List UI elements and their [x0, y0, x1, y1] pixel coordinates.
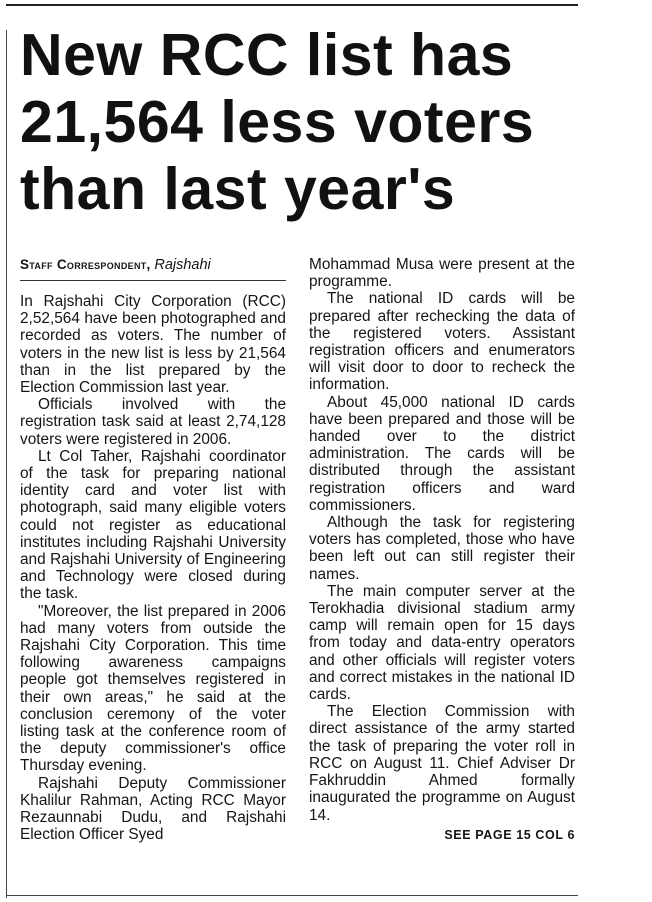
article-column-1 [20, 256, 286, 844]
top-rule [6, 4, 578, 6]
paragraph: Mohammad Musa were present at the programme. [309, 256, 575, 291]
byline-correspondent: Staff Correspondent, [20, 257, 151, 272]
paragraph: The national ID cards will be prepared after rechecking the data of the registered voters. Assistant registration officers and enumerators will visit door to door to recheck the information. [309, 290, 575, 394]
paragraph: The Election Commission with direct assistance of the army started the task of preparing the voter roll in RCC on August 11. Chief Adviser Dr Fakhruddin Ahmed formally inaugurated the programme on August 14. [309, 703, 575, 824]
byline [20, 256, 286, 274]
paragraph: Officials involved with the registration task said at least 2,74,128 voters were registered in 2006. [20, 396, 286, 448]
byline-rule [20, 280, 286, 281]
paragraph: In Rajshahi City Corporation (RCC) 2,52,564 have been photographed and recorded as voters. The number of voters in the new list is less by 21,564 than in the list prepared by the Election Commission last year. [20, 293, 286, 397]
paragraph: About 45,000 national ID cards have been prepared and those will be handed over to the district administration. The cards will be distributed through the assistant registration officers and ward commissioners. [309, 393, 575, 514]
bottom-rule [6, 895, 578, 896]
paragraph: "Moreover, the list prepared in 2006 had many voters from outside the Rajshahi City Corporation. This time following awareness campaigns people got themselves registered in their own areas," he said at the conclusion ceremony of the voter listing task at the conference room of the deputy commissioner's office Thursday evening. [20, 602, 286, 775]
headline-line-3: than last year's [20, 156, 456, 222]
byline-location: Rajshahi [154, 257, 211, 273]
continued-on-link[interactable]: SEE PAGE 15 COL 6 [444, 827, 575, 842]
headline-line-1: New RCC list has [20, 22, 514, 88]
headline-line-2: 21,564 less voters [20, 89, 535, 155]
paragraph: Although the task for registering voters has completed, those who have been left out can still register their names. [309, 514, 575, 583]
article-column-2 [309, 256, 575, 844]
paragraph: Lt Col Taher, Rajshahi coordinator of the task for preparing national identity card and voter list with photograph, said many eligible voters could not register as educational institutes including Rajshahi University and Rajshahi University of Engineering and Technology were closed during the task. [20, 447, 286, 603]
paragraph: The main computer server at the Terokhadia divisional stadium army camp will remain open for 15 days from today and data-entry operators and other officials will register voters and correct mistakes in the national ID cards. [309, 582, 575, 704]
paragraph: Rajshahi Deputy Commissioner Khalilur Rahman, Acting RCC Mayor Rezaunnabi Dudu, and Rajshahi Election Officer Syed [20, 774, 286, 844]
left-rule [6, 30, 7, 898]
headline [20, 22, 640, 223]
